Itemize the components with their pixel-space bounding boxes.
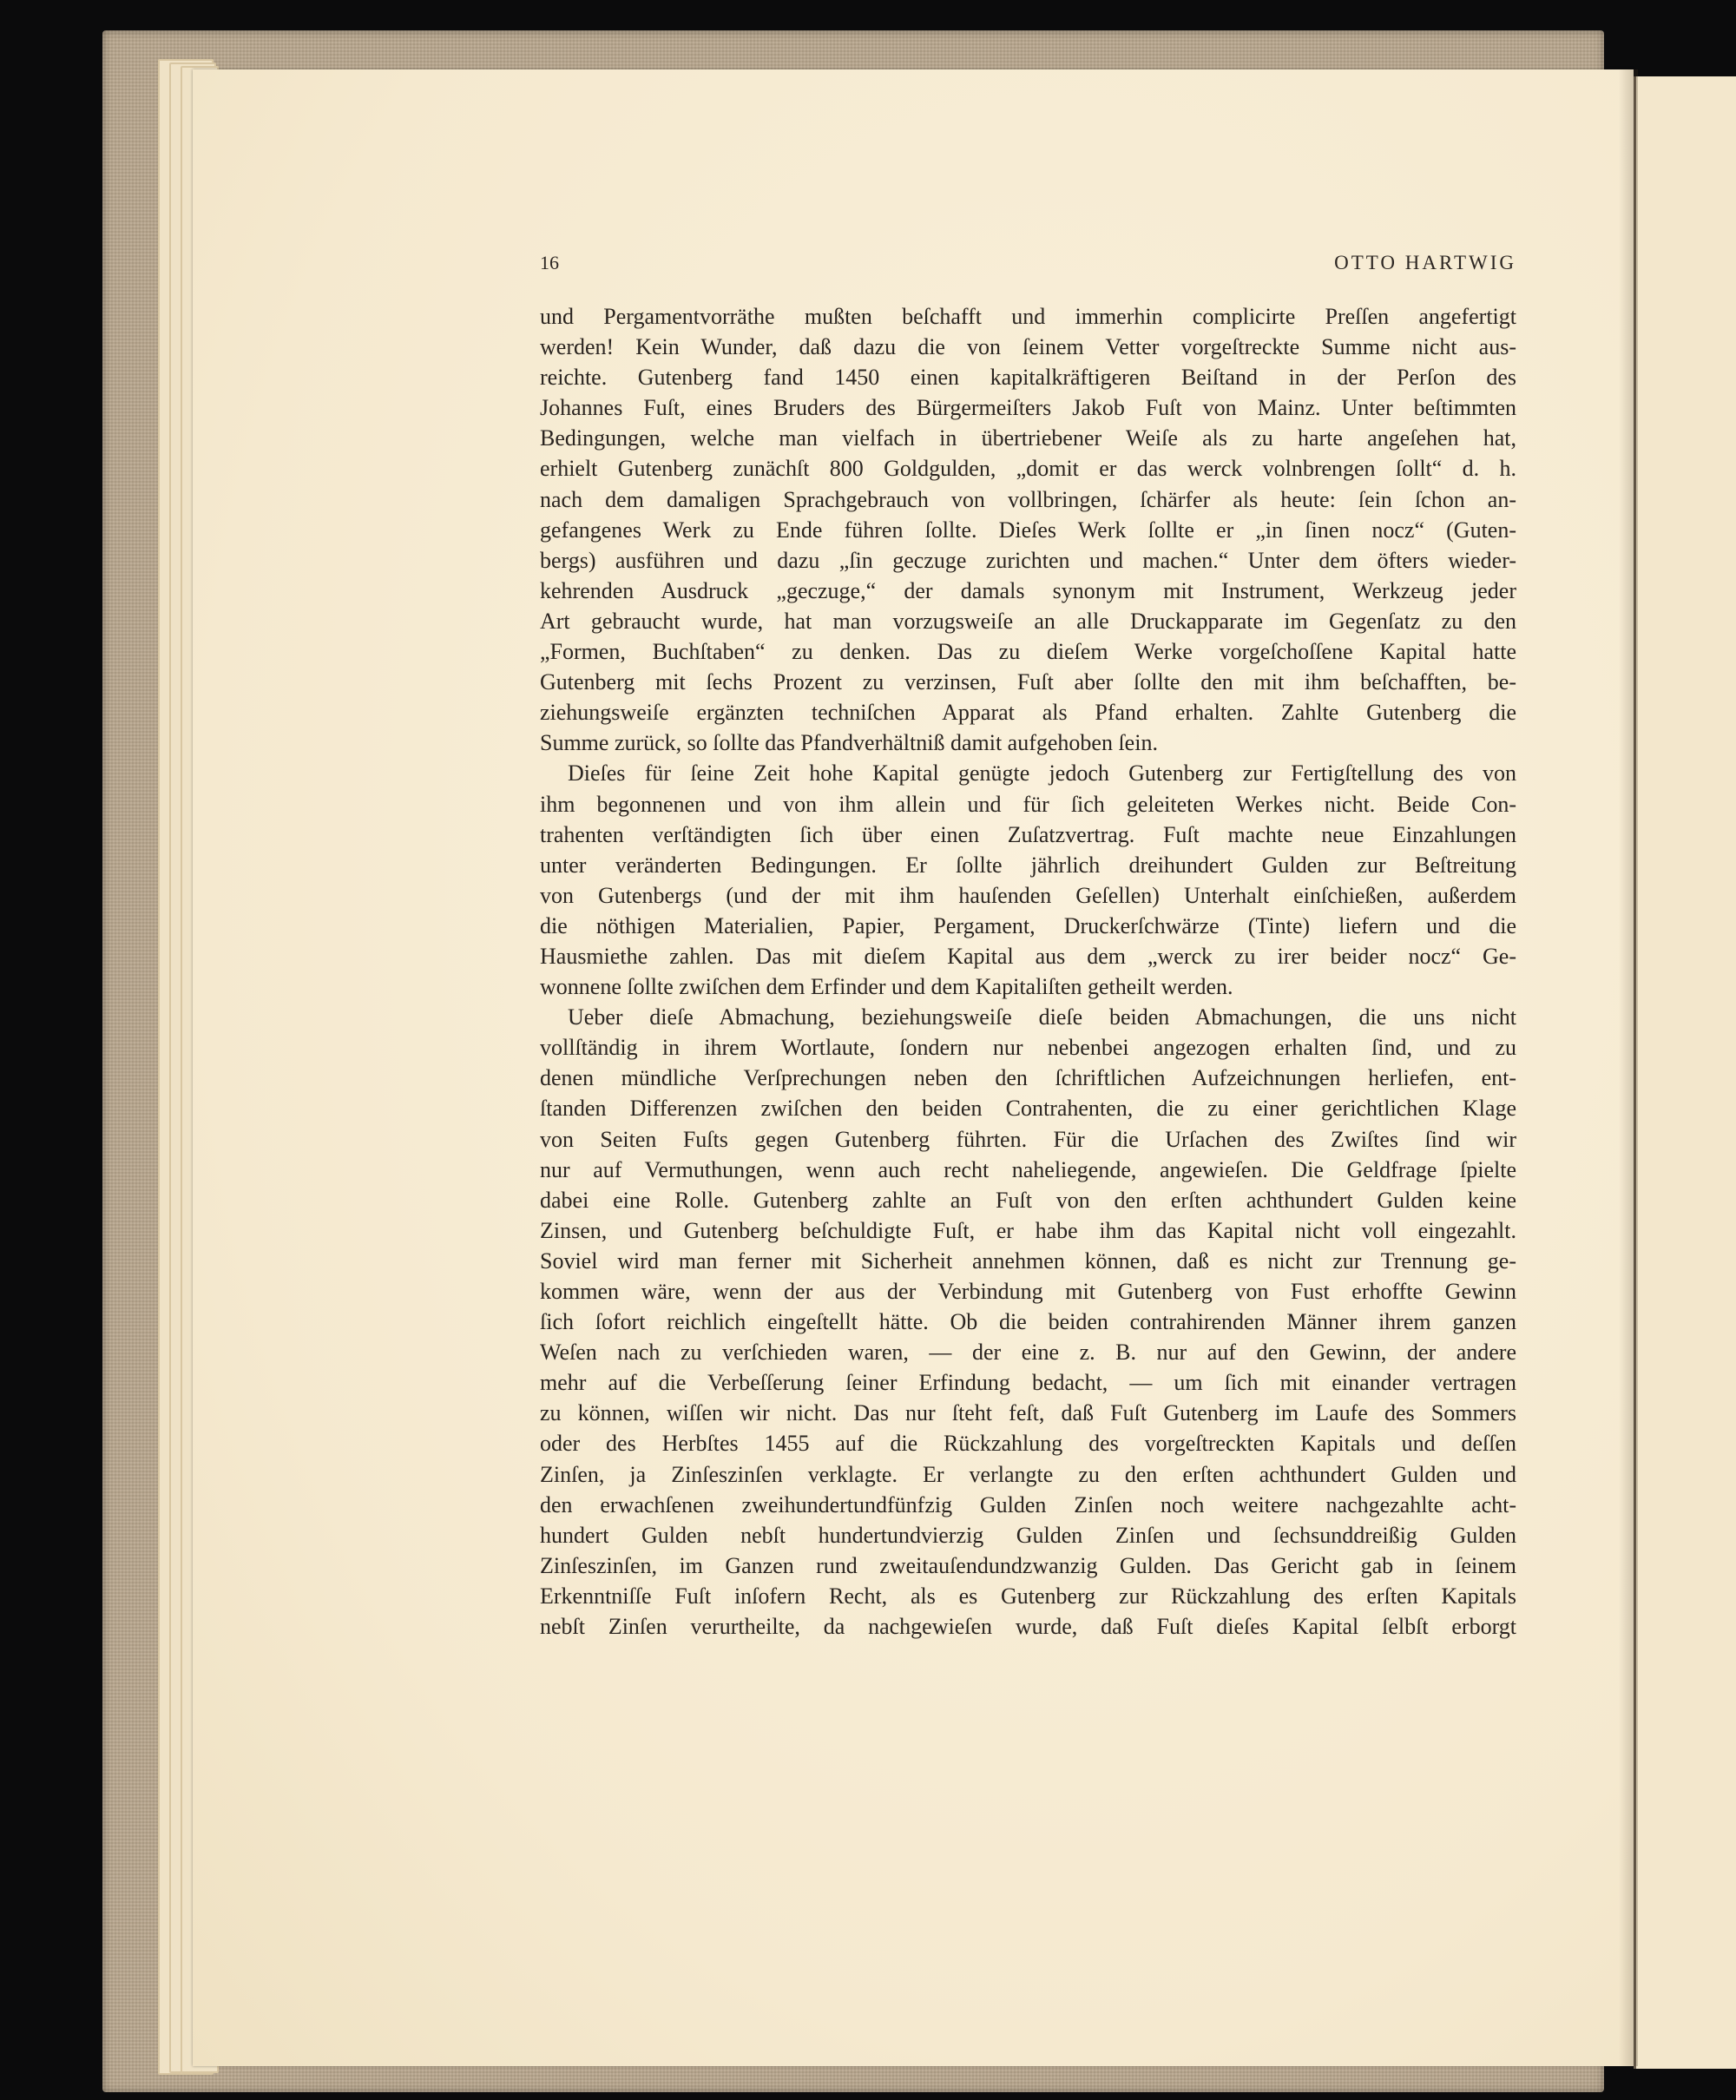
- text-line: ſich ſofort reichlich eingeſtellt hätte. Ob die beiden contrahirenden Männer ihrem ganzen: [540, 1309, 1516, 1335]
- text-line: die nöthigen Materialien, Papier, Pergament, Druckerſchwärze (Tinte) liefern und die: [540, 912, 1516, 938]
- text-line: Art gebraucht wurde, hat man vorzugsweiſe an alle Druckapparate im Gegenſatz zu den: [540, 608, 1516, 634]
- text-line: Zinſen, ja Zinſeszinſen verklagte. Er verlangte zu den erſten achthundert Gulden und: [540, 1461, 1516, 1487]
- text-line: Erkenntniſſe Fuſt inſofern Recht, als es Gutenberg zur Rückzahlung des erſten Kapitals: [540, 1583, 1516, 1609]
- text-line: Ueber dieſe Abmachung, beziehungsweiſe dieſe beiden Abmachungen, die uns nicht: [568, 1004, 1516, 1030]
- text-line: Bedingungen, welche man vielfach in übertriebener Weiſe als zu harte angeſehen hat,: [540, 425, 1516, 451]
- text-line: „Formen, Buchſtaben“ zu denken. Das zu dieſem Werke vorgeſchoſſene Kapital hatte: [540, 639, 1516, 665]
- text-line: Zinsen, und Gutenberg beſchuldigte Fuſt, er habe ihm das Kapital nicht voll eingezahlt.: [540, 1217, 1516, 1243]
- text-line: Summe zurück, so ſollte das Pfandverhältniß damit aufgehoben ſein.: [540, 730, 1158, 756]
- text-line: Zinſeszinſen, im Ganzen rund zweitauſendundzwanzig Gulden. Das Gericht gab in ſeinem: [540, 1552, 1516, 1578]
- text-line: von Gutenbergs (und der mit ihm hauſenden Geſellen) Unterhalt einſchießen, außerdem: [540, 882, 1516, 908]
- text-line: Dieſes für ſeine Zeit hohe Kapital genügte jedoch Gutenberg zur Fertigſtellung des von: [568, 760, 1516, 787]
- text-line: mehr auf die Verbeſſerung ſeiner Erfindung bedacht, — um ſich mit einander vertragen: [540, 1370, 1516, 1396]
- text-line: und Pergamentvorräthe mußten beſchafft und immerhin complicirte Preſſen angefertigt: [540, 304, 1516, 329]
- text-line: oder des Herbſtes 1455 auf die Rückzahlung des vorgeſtreckten Kapitals und deſſen: [540, 1431, 1516, 1457]
- text-line: den erwachſenen zweihundertundfünfzig Gulden Zinſen noch weitere nachgezahlte acht-: [540, 1491, 1516, 1517]
- text-line: gefangenes Werk zu Ende führen ſollte. Dieſes Werk ſollte er „in ſinen nocz“ (Guten-: [540, 517, 1516, 543]
- text-line: ihm begonnenen und von ihm allein und für ſich geleiteten Werkes nicht. Beide Con-: [540, 791, 1516, 817]
- text-line: Soviel wird man ferner mit Sicherheit annehmen können, daß es nicht zur Trennung ge-: [540, 1247, 1516, 1274]
- text-line: Gutenberg mit ſechs Prozent zu verzinsen, Fuſt aber ſollte den mit ihm beſchafften, be-: [540, 669, 1516, 695]
- text-line: bergs) ausführen und dazu „ſin geczuge zurichten und machen.“ Unter dem öfters wieder-: [540, 547, 1516, 573]
- page-number: 16: [540, 252, 559, 273]
- text-line: nur auf Vermuthungen, wenn auch recht naheliegende, angewieſen. Die Geldfrage ſpielte: [540, 1156, 1516, 1182]
- text-line: hundert Gulden nebſt hundertundvierzig Gulden Zinſen und ſechsunddreißig Gulden: [540, 1522, 1516, 1548]
- text-line: nebſt Zinſen verurtheilte, da nachgewieſen wurde, daß Fuſt dieſes Kapital ſelbſt erborgt: [540, 1614, 1516, 1640]
- body-text: [540, 301, 1516, 1642]
- text-line: denen mündliche Verſprechungen neben den ſchriftlichen Aufzeichnungen herliefen, ent-: [540, 1065, 1516, 1091]
- text-line: Hausmiethe zahlen. Das mit dieſem Kapital aus dem „werck zu irer beider nocz“ Ge-: [540, 943, 1516, 969]
- text-line: trahenten verſtändigten ſich über einen Zuſatzvertrag. Fuſt machte neue Einzahlungen: [540, 821, 1516, 847]
- text-line: vollſtändig in ihrem Wortlaute, ſondern nur nebenbei angezogen erhalten ſind, und zu: [540, 1035, 1516, 1061]
- running-head: OTTO HARTWIG: [1334, 252, 1516, 273]
- text-line: von Seiten Fuſts gegen Gutenberg führten. Für die Urſachen des Zwiſtes ſind wir: [540, 1126, 1516, 1152]
- gutter-shadow: [1619, 69, 1638, 2066]
- text-line: ziehungsweiſe ergänzten techniſchen Apparat als Pfand erhalten. Zahlte Gutenberg die: [540, 700, 1516, 726]
- text-line: kehrenden Ausdruck „geczuge,“ der damals synonym mit Instrument, Werkzeug jeder: [540, 577, 1516, 603]
- text-line: werden! Kein Wunder, daß dazu die von ſeinem Vetter vorgeſtreckte Summe nicht aus-: [540, 334, 1516, 360]
- text-line: Johannes Fuſt, eines Bruders des Bürgermeiſters Jakob Fuſt von Mainz. Unter beſtimmten: [540, 395, 1516, 421]
- text-line: erhielt Gutenberg zunächſt 800 Goldgulden, „domit er das werck volnbrengen ſollt“ d. h.: [540, 456, 1516, 482]
- page-header: [540, 248, 1516, 278]
- next-page-edge: [1634, 76, 1736, 2069]
- text-line: zu können, wiſſen wir nicht. Das nur ſteht feſt, daß Fuſt Gutenberg im Laufe des Sommers: [540, 1400, 1516, 1426]
- text-line: ſtanden Differenzen zwiſchen den beiden Contrahenten, die zu einer gerichtlichen Klage: [540, 1096, 1516, 1122]
- text-line: unter veränderten Bedingungen. Er ſollte jährlich dreihundert Gulden zur Beſtreitung: [540, 852, 1516, 878]
- text-line: Weſen nach zu verſchieden waren, — der eine z. B. nur auf den Gewinn, der andere: [540, 1340, 1516, 1366]
- text-line: reichte. Gutenberg fand 1450 einen kapitalkräftigeren Beiſtand in der Perſon des: [540, 365, 1516, 391]
- text-line: wonnene ſollte zwiſchen dem Erfinder und dem Kapitaliſten getheilt werden.: [540, 974, 1233, 1000]
- text-line: nach dem damaligen Sprachgebrauch von vollbringen, ſchärfer als heute: ſein ſchon an-: [540, 486, 1516, 512]
- text-line: dabei eine Rolle. Gutenberg zahlte an Fuſt von den erſten achthundert Gulden keine: [540, 1187, 1516, 1213]
- text-line: kommen wäre, wenn der aus der Verbindung mit Gutenberg von Fust erhoffte Gewinn: [540, 1279, 1516, 1304]
